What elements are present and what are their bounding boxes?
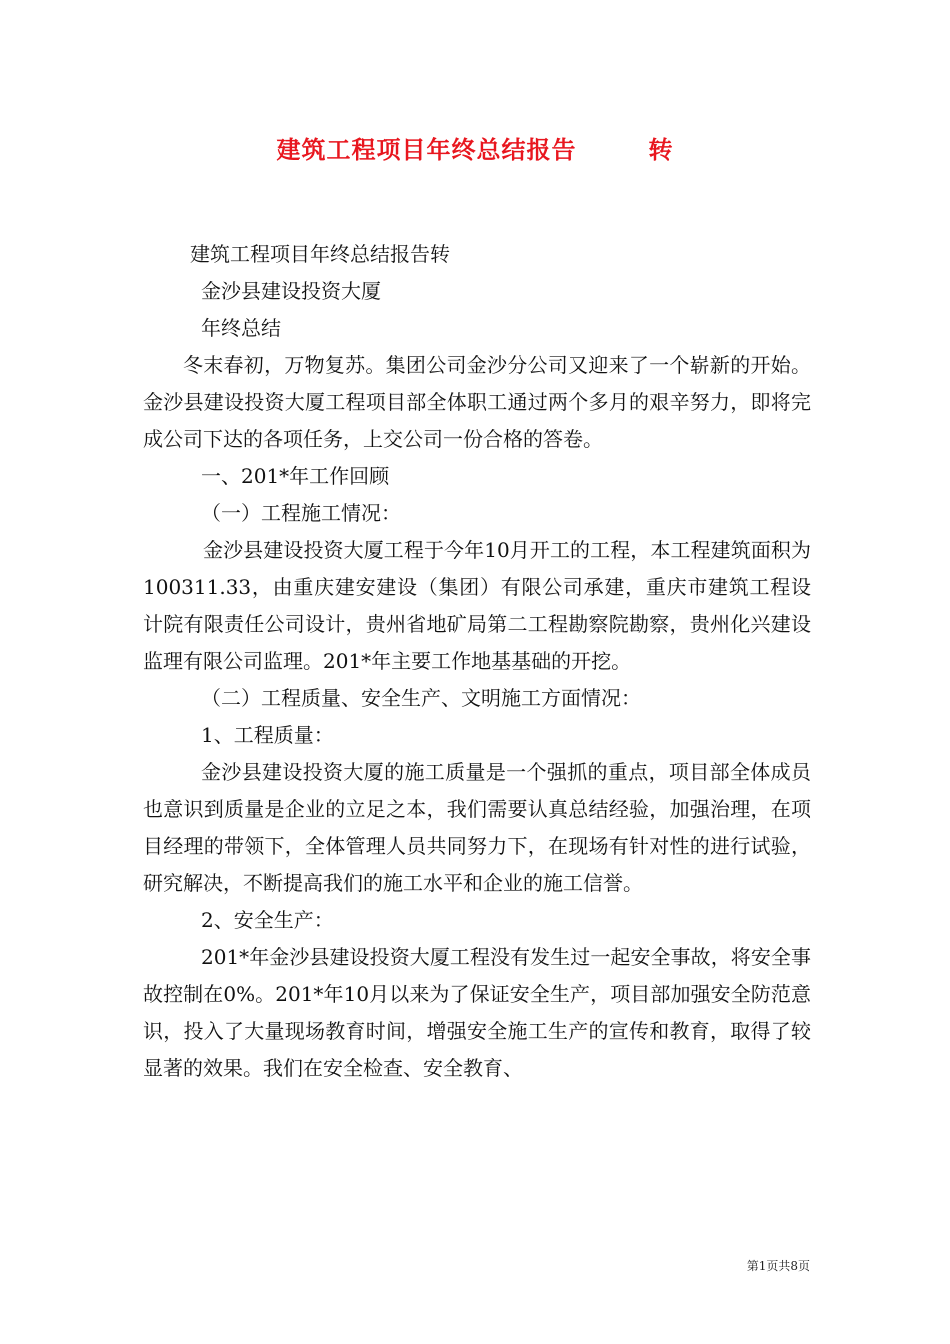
paragraph-subsection-1: （一）工程施工情况： [201,501,401,525]
paragraph-subsection-2: （二）工程质量、安全生产、文明施工方面情况： [201,686,641,710]
document-title [0,130,950,165]
paragraph-safety-heading: 2、安全生产： [201,908,334,932]
paragraph-quality: 金沙县建设投资大厦的施工质量是一个强抓的重点，项目部全体成员也意识到质量是企业的立足之本，我们需要认真总结经验，加强治理，在项目经理的带领下，全体管理人员共同努力下，在现场有针对性的进行试验，研究解决，不断提高我们的施工水平和企业的施工信誉。 [143,760,811,895]
paragraph-building-name: 金沙县建设投资大厦 [201,279,381,303]
title-main: 建筑工程项目年终总结报告 [276,136,577,164]
title-suffix: 转 [648,136,674,164]
paragraph-section-1: 一、201*年工作回顾 [201,464,390,488]
paragraph-quality-heading: 1、工程质量： [201,723,334,747]
paragraph-construction: 金沙县建设投资大厦工程于今年10月开工的工程，本工程建筑面积为100311.33，由重庆建安建设（集团）有限公司承建，重庆市建筑工程设计院有限责任公司设计，贵州省地矿局第二工程勘察院勘察，贵州化兴建设监理有限公司监理。201*年主要工作地基基础的开挖。 [143,538,811,673]
paragraph-safety: 201*年金沙县建设投资大厦工程没有发生过一起安全事故，将安全事故控制在0%。201*年10月以来为了保证安全生产，项目部加强安全防范意识，投入了大量现场教育时间，增强安全施工生产的宣传和教育，取得了较显著的效果。我们在安全检查、安全教育、 [143,945,811,1080]
paragraph-summary-label: 年终总结 [201,316,281,340]
paragraph-heading: 建筑工程项目年终总结报告转 [190,242,450,266]
page-number: 第1页共8页 [746,1259,810,1273]
paragraph-intro: 冬末春初，万物复苏。集团公司金沙分公司又迎来了一个崭新的开始。金沙县建设投资大厦工程项目部全体职工通过两个多月的艰辛努力，即将完成公司下达的各项任务，上交公司一份合格的答卷。 [143,353,811,451]
document-body [143,236,811,1087]
